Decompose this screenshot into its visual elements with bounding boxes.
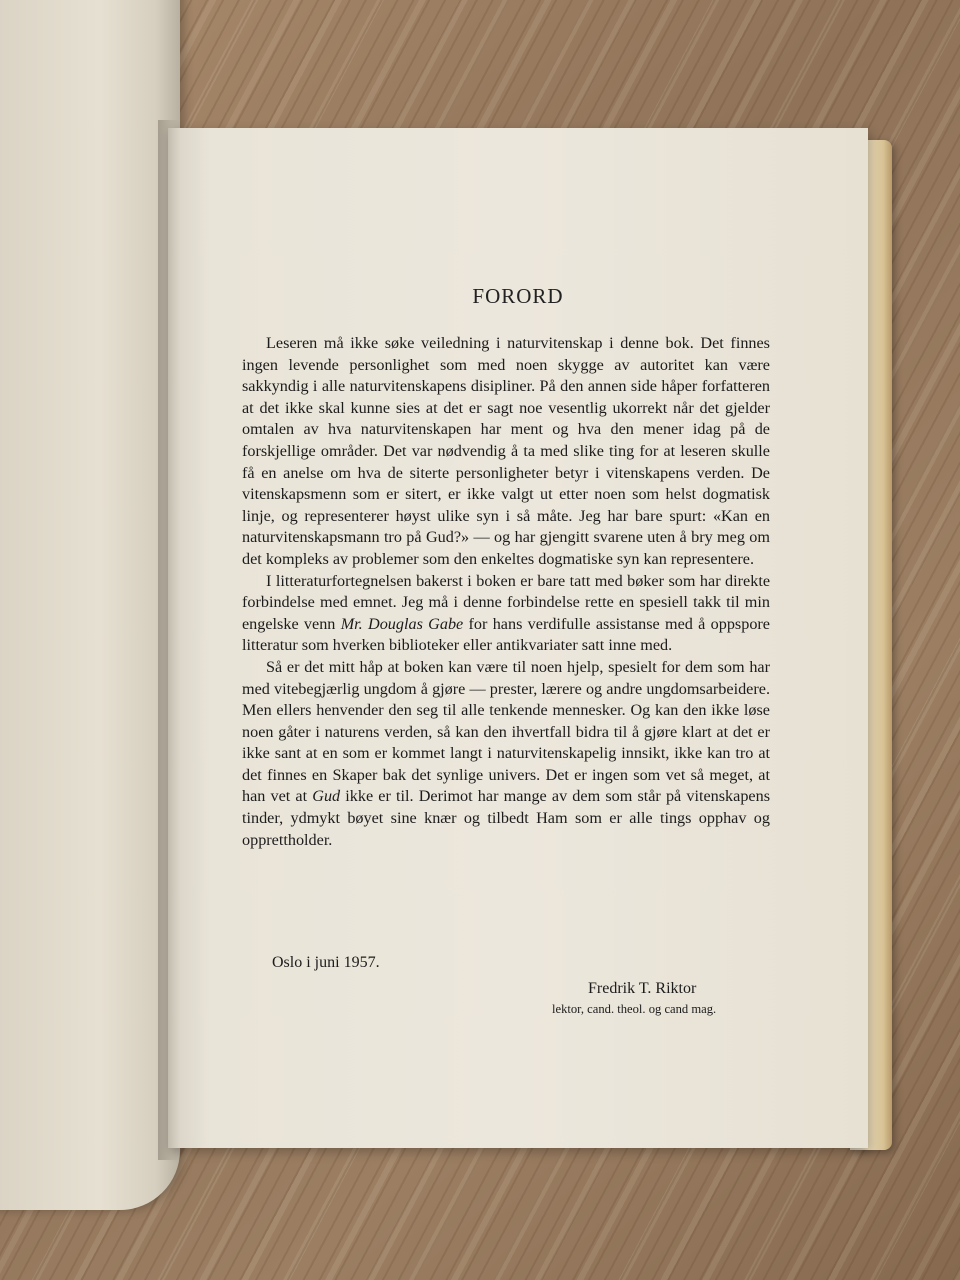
paragraph-2-text-start: I litteraturfortegnelsen bakerst i boken er bare tatt med bøker som har direkte forbindelse med emnet. Jeg må i denne forbindelse rette en spesiell takk til min engelske venn	[242, 571, 770, 633]
author-name: Fredrik T. Riktor	[588, 980, 697, 997]
paragraph-3-text-end: ikke er til. Derimot har mange av dem som står på vitenskapens tinder, ydmykt bøyet sine knær og tilbedt Ham som er alle tings opphav og opprettholder.	[242, 787, 770, 849]
paragraph-1	[242, 333, 770, 571]
paragraph-3-emphasis: Gud	[312, 787, 341, 806]
author-credentials: lektor, cand. theol. og cand mag.	[552, 1002, 717, 1016]
paragraph-2-text-end: for hans verdifulle assistanse med å oppspore litteratur som hverken biblioteker eller antikvariater satt inne med.	[242, 614, 770, 655]
paragraph-1-text: Leseren må ikke søke veiledning i naturvitenskap i denne bok. Det finnes ingen levende personlighet som med noen skygge av autoritet kan være sakkyndig i alle naturvitenskapens disipliner. På den annen side håper forfatteren at det ikke skal kunne sies at det er sagt noe vesentlig ukorrekt når det gjelder omtalen av hva naturvitenskapen har ment og hva den mener idag på de forskjellige områder. Det var nødvendig å ta med slike ting for at leseren skulle få en anelse om hva de siterte personligheter betyr i vitenskapens verden. De vitenskapsmenn som er sitert, er ikke valgt ut etter noen som helst dogmatisk linje, og representerer høyst ulike syn i så måte. Jeg har bare spurt: «Kan en naturvitenskapsmann tro på Gud?» — og har gjengitt svarene uten å bry meg om det kompleks av problemer som den enkeltes dogmatiske syn kan representere.	[242, 334, 770, 568]
paragraph-2	[242, 571, 770, 657]
paragraph-3	[242, 657, 770, 851]
page-gutter	[158, 120, 180, 1160]
dateline: Oslo i juni 1957.	[272, 954, 380, 971]
paragraph-3-text-start: Så er det mitt håp at boken kan være til noen hjelp, spesielt for dem som har med vitebegjærlig ungdom å gjøre — prester, lærere og andre ungdomsarbeidere. Men ellers henvender den seg til alle tenkende mennesker. Og kan den ikke løse noen gåter i naturens verden, så kan den ihvertfall bidra til å gjøre klart at det er ikke sant at en som er kommet langt i naturvitenskapelig innsikt, ikke kan tro at det finnes en Skaper bak det synlige univers. Det er ingen som vet så meget, at han vet at	[242, 657, 770, 806]
paragraph-2-name: Mr. Douglas Gabe	[340, 614, 464, 633]
foreword-body	[242, 333, 770, 851]
page-title: FORORD	[472, 284, 564, 308]
left-page	[0, 0, 180, 1210]
